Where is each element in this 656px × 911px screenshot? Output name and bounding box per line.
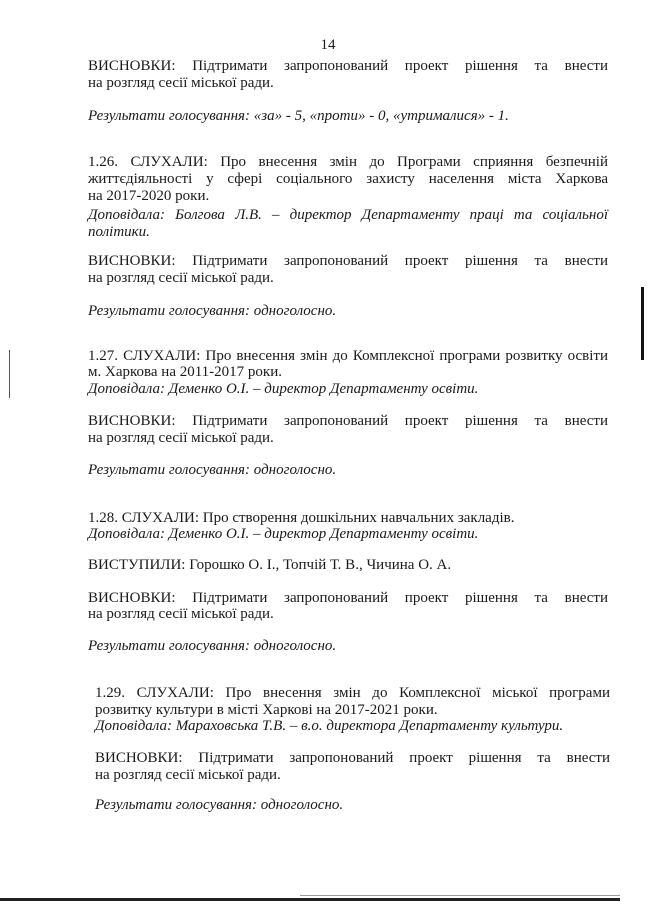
heard-line-2: розвитку культури в місті Харкові на 2017-2021 роки. bbox=[95, 702, 438, 718]
heard-line-2: життєдіяльності у сфері соціального захисту населення міста Харкова bbox=[88, 171, 608, 187]
conclusion-line-2: на розгляд сесії міської ради. bbox=[88, 430, 274, 446]
speaker-line-2: політики. bbox=[88, 224, 150, 240]
heard-line-2: м. Харкова на 2011-2017 роки. bbox=[88, 364, 282, 380]
conclusion-line-1: ВИСНОВКИ: Підтримати запропонований проект рішення та внести bbox=[88, 253, 608, 269]
page-number: 14 bbox=[320, 37, 336, 53]
conclusion-line-1: ВИСНОВКИ: Підтримати запропонований проект рішення та внести bbox=[95, 750, 610, 766]
heard-line-3: на 2017-2020 роки. bbox=[88, 188, 210, 204]
vote-result: Результати голосування: одноголосно. bbox=[88, 638, 337, 654]
speaker-line-1: Доповідала: Деменко О.І. – директор Департаменту освіти. bbox=[88, 526, 479, 542]
heard-line-1: 1.28. СЛУХАЛИ: Про створення дошкільних навчальних закладів. bbox=[88, 510, 515, 526]
scan-mark-right bbox=[641, 287, 644, 360]
conclusion-line-1: ВИСНОВКИ: Підтримати запропонований проект рішення та внести bbox=[88, 58, 608, 74]
scan-bottom-edge-faint bbox=[300, 895, 620, 896]
heard-line-1: 1.27. СЛУХАЛИ: Про внесення змін до Комплексної програми розвитку освіти bbox=[88, 348, 608, 364]
spoke-line: ВИСТУПИЛИ: Горошко О. І., Топчій Т. В., Чичина О. А. bbox=[88, 557, 452, 573]
vote-result: Результати голосування: «за» - 5, «проти» - 0, «утрималися» - 1. bbox=[88, 108, 509, 124]
heard-line-1: 1.26. СЛУХАЛИ: Про внесення змін до Програми сприяння безпечній bbox=[88, 154, 608, 170]
vote-result: Результати голосування: одноголосно. bbox=[88, 303, 337, 319]
speaker-line-1: Доповідала: Деменко О.І. – директор Департаменту освіти. bbox=[88, 381, 479, 397]
scan-mark-left bbox=[9, 350, 10, 398]
vote-result: Результати голосування: одноголосно. bbox=[88, 462, 337, 478]
speaker-line-1: Доповідала: Болгова Л.В. – директор Департаменту праці та соціальної bbox=[88, 207, 608, 223]
conclusion-line-2: на розгляд сесії міської ради. bbox=[88, 75, 274, 91]
vote-result: Результати голосування: одноголосно. bbox=[95, 797, 344, 813]
conclusion-line-2: на розгляд сесії міської ради. bbox=[88, 606, 274, 622]
speaker-line-1: Доповідала: Мараховська Т.В. – в.о. директора Департаменту культури. bbox=[95, 718, 564, 734]
heard-line-1: 1.29. СЛУХАЛИ: Про внесення змін до Комплексної міської програми bbox=[95, 685, 610, 701]
conclusion-line-1: ВИСНОВКИ: Підтримати запропонований проект рішення та внести bbox=[88, 590, 608, 606]
conclusion-line-1: ВИСНОВКИ: Підтримати запропонований проект рішення та внести bbox=[88, 413, 608, 429]
conclusion-line-2: на розгляд сесії міської ради. bbox=[95, 767, 281, 783]
scan-bottom-edge bbox=[0, 898, 620, 901]
conclusion-line-2: на розгляд сесії міської ради. bbox=[88, 270, 274, 286]
